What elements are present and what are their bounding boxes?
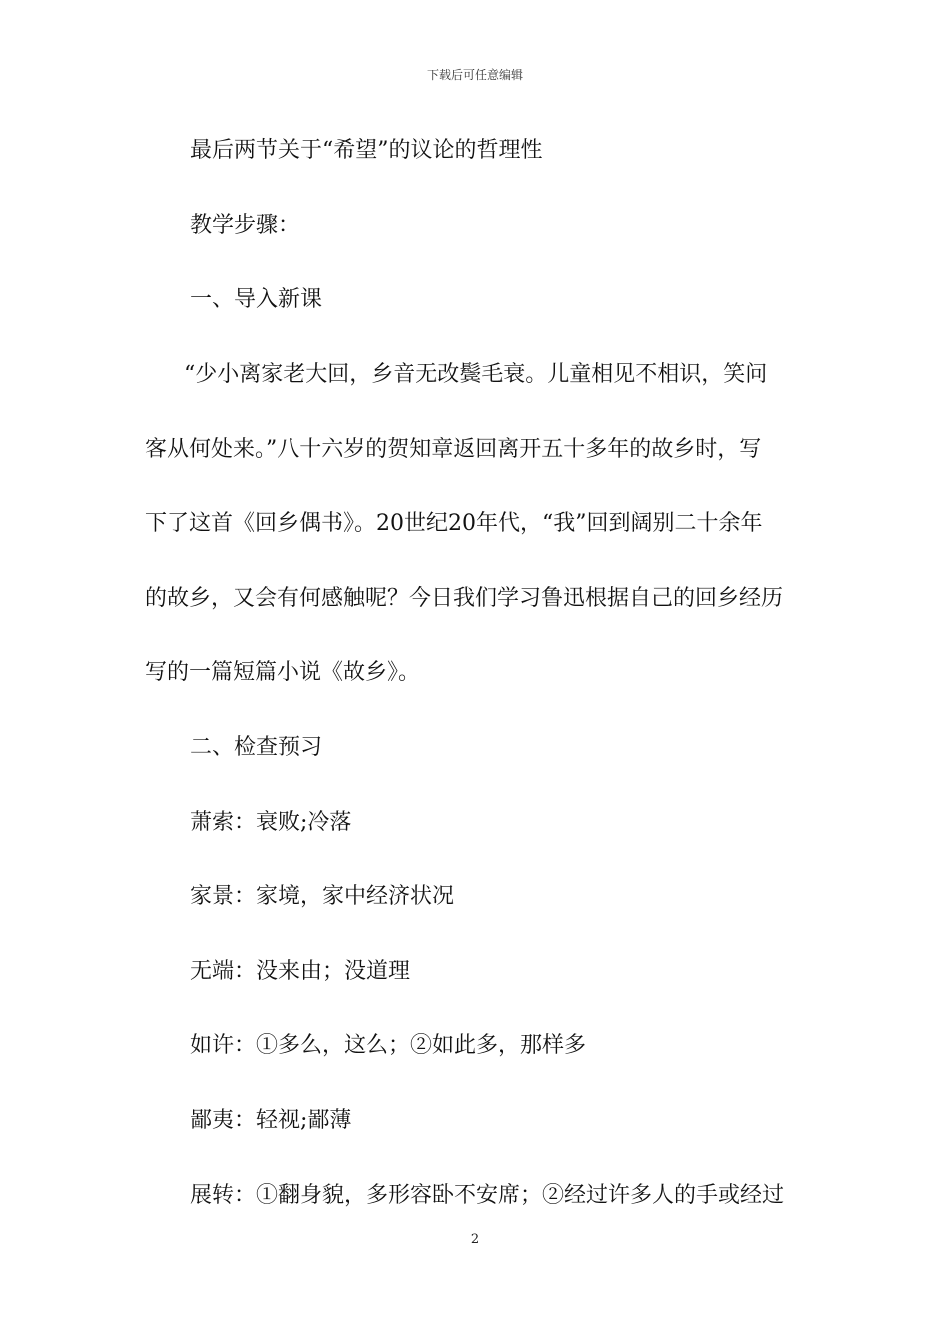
text-line: 写的一篇短篇小说《故乡》。 <box>145 660 421 685</box>
vocab-item: 萧索：衰败;冷落 <box>190 810 352 835</box>
text-line: 教学步骤： <box>190 213 301 238</box>
vocab-item: 家景：家境，家中经济状况 <box>190 884 455 909</box>
text-line: 下了这首《回乡偶书》。20世纪20年代，“我”回到阔别二十余年 <box>145 511 763 536</box>
page-number: 2 <box>470 1232 480 1247</box>
text-line: 最后两节关于“希望”的议论的哲理性 <box>190 138 543 163</box>
vocab-item: 如许：①多么，这么；②如此多，那样多 <box>190 1033 587 1058</box>
vocab-item: 无端：没来由；没道理 <box>190 959 411 984</box>
vocab-item: 展转：①翻身貌，多形容卧不安席；②经过许多人的手或经过 <box>190 1183 785 1208</box>
text-line: “少小离家老大回，乡音无改鬓毛衰。儿童相见不相识，笑问 <box>184 362 768 387</box>
text-line: 的故乡，又会有何感触呢？今日我们学习鲁迅根据自己的回乡经历 <box>145 586 784 611</box>
page-header: 下载后可任意编辑 <box>426 68 523 82</box>
section-heading: 一、导入新课 <box>190 287 323 312</box>
text-line: 客从何处来。”八十六岁的贺知章返回离开五十多年的故乡时，写 <box>145 437 762 462</box>
vocab-item: 鄙夷：轻视;鄙薄 <box>190 1108 352 1133</box>
section-heading: 二、检查预习 <box>190 735 323 760</box>
